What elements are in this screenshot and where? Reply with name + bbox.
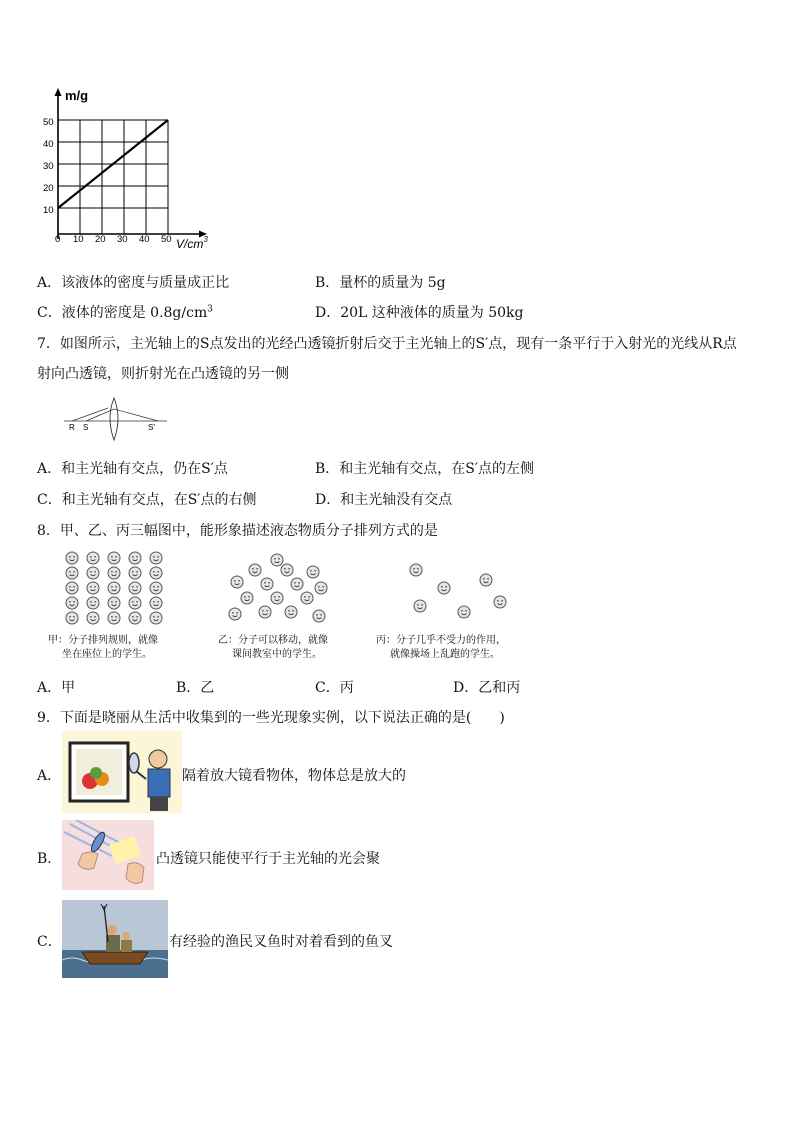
caption-liquid-line2: 课间教室中的学生。 bbox=[232, 649, 322, 660]
fisherman-head bbox=[107, 925, 117, 935]
q9-option-c-letter[interactable]: C． bbox=[37, 934, 62, 950]
fisherman2-body bbox=[121, 940, 132, 952]
molecule-dot bbox=[313, 610, 325, 622]
molecule-dot bbox=[249, 564, 261, 576]
q8-stem: 8．甲、乙、丙三幅图中，能形象描述液态物质分子排列方式的是 bbox=[37, 523, 438, 539]
q6-option-c-sup: 3 bbox=[207, 304, 213, 315]
boat bbox=[82, 952, 148, 964]
q9-option-c-text: 有经验的渔民叉鱼时对着看到的鱼叉 bbox=[169, 934, 393, 950]
y-tick-label: 20 bbox=[43, 183, 54, 194]
x-axis-label: $V/cm^3$ bbox=[176, 235, 208, 251]
q9-option-a-letter[interactable]: A． bbox=[37, 768, 62, 784]
molecule-dot bbox=[231, 576, 243, 588]
molecule-dot bbox=[66, 567, 78, 579]
caption-gas bbox=[376, 634, 506, 662]
q7-option-c[interactable]: C．和主光轴有交点，在S′点的右侧 bbox=[37, 492, 257, 508]
graph-grid bbox=[58, 120, 168, 234]
molecule-figure-gas bbox=[400, 558, 520, 628]
q8-option-c[interactable]: C．丙 bbox=[315, 680, 354, 696]
molecule-dot bbox=[150, 597, 162, 609]
y-tick-labels bbox=[43, 117, 54, 216]
molecule-dot bbox=[285, 606, 297, 618]
boy-body bbox=[148, 769, 170, 797]
q9-option-a-text: 隔着放大镜看物体，物体总是放大的 bbox=[182, 768, 406, 784]
fruit-green bbox=[90, 767, 102, 779]
boy-head bbox=[149, 750, 167, 768]
ray-refracted bbox=[114, 409, 158, 421]
caption-liquid-line1: 乙：分子可以移动，就像 bbox=[218, 635, 328, 646]
caption-solid bbox=[48, 634, 158, 662]
q8-option-a[interactable]: A．甲 bbox=[37, 680, 76, 696]
x-tick-labels bbox=[55, 234, 172, 245]
x-tick-label: 50 bbox=[161, 234, 172, 245]
fisherman2-head bbox=[122, 932, 130, 940]
q9-option-b-letter[interactable]: B． bbox=[37, 851, 62, 867]
molecule-dot bbox=[259, 606, 271, 618]
molecule-dot bbox=[66, 552, 78, 564]
molecule-dot bbox=[438, 582, 450, 594]
q7-option-b[interactable]: B．和主光轴有交点，在S′点的左侧 bbox=[315, 461, 535, 477]
boy-legs bbox=[150, 797, 168, 811]
x-tick-label: 20 bbox=[95, 234, 106, 245]
molecule-dot bbox=[129, 582, 141, 594]
molecule-dot bbox=[108, 582, 120, 594]
right-hand bbox=[126, 863, 144, 884]
label-r: R bbox=[69, 423, 75, 432]
molecule-dot bbox=[241, 592, 253, 604]
molecule-figure-liquid bbox=[225, 552, 345, 632]
molecule-dot bbox=[129, 597, 141, 609]
caption-gas-line1: 丙：分子几乎不受力的作用， bbox=[376, 635, 506, 646]
molecule-dot bbox=[108, 552, 120, 564]
molecule-dot bbox=[410, 564, 422, 576]
q9-option-b-text: 凸透镜只能使平行于主光轴的光会聚 bbox=[156, 851, 380, 867]
molecule-dot bbox=[480, 574, 492, 586]
caption-solid-line2: 坐在座位上的学生。 bbox=[62, 649, 152, 660]
q6-option-b[interactable]: B．量杯的质量为 5g bbox=[315, 275, 446, 291]
q6-option-a[interactable]: A．该液体的密度与质量成正比 bbox=[37, 275, 230, 291]
molecule-dot bbox=[229, 608, 241, 620]
q7-option-d[interactable]: D．和主光轴没有交点 bbox=[315, 492, 453, 508]
caption-solid-line1: 甲：分子排列规则，就像 bbox=[48, 635, 158, 646]
molecule-dot bbox=[108, 567, 120, 579]
molecule-dot bbox=[261, 578, 273, 590]
x-tick-label: 10 bbox=[73, 234, 84, 245]
y-tick-label: 40 bbox=[43, 139, 54, 150]
y-axis-arrow bbox=[55, 88, 62, 96]
q7-stem-line1: 7．如图所示，主光轴上的S点发出的光经凸透镜折射后交于主光轴上的S′点，现有一条平行于入射光的光线从R点 bbox=[37, 336, 737, 352]
molecule-dot bbox=[66, 582, 78, 594]
molecule-dot bbox=[271, 554, 283, 566]
caption-liquid bbox=[218, 634, 328, 662]
molecule-dot bbox=[414, 600, 426, 612]
y-tick-label: 50 bbox=[43, 117, 54, 128]
label-s-prime: S′ bbox=[148, 423, 155, 432]
molecule-dot bbox=[315, 582, 327, 594]
q7-option-a[interactable]: A．和主光轴有交点，仍在S′点 bbox=[37, 461, 228, 477]
molecule-dot bbox=[129, 552, 141, 564]
molecule-dot bbox=[108, 612, 120, 624]
molecule-dot bbox=[150, 552, 162, 564]
molecule-dot bbox=[271, 592, 283, 604]
molecule-dot bbox=[301, 592, 313, 604]
magnifier-lens bbox=[129, 753, 139, 773]
molecule-dot bbox=[281, 564, 293, 576]
magnifier-picture bbox=[62, 731, 182, 813]
q6-option-d[interactable]: D．20L 这种液体的质量为 50kg bbox=[315, 305, 524, 321]
caption-gas-line2: 就像操场上乱跑的学生。 bbox=[390, 649, 500, 660]
q8-option-b[interactable]: B．乙 bbox=[176, 680, 215, 696]
label-s: S bbox=[83, 423, 89, 432]
molecule-dot bbox=[129, 612, 141, 624]
molecule-dot bbox=[129, 567, 141, 579]
molecule-dot bbox=[87, 567, 99, 579]
q6-option-c-text: C．液体的密度是 0.8g/cm bbox=[37, 305, 208, 321]
lens-light-picture bbox=[62, 820, 154, 890]
molecule-dot bbox=[307, 566, 319, 578]
x-tick-label: 40 bbox=[139, 234, 150, 245]
molecule-dot bbox=[291, 578, 303, 590]
molecule-dot bbox=[66, 612, 78, 624]
molecule-dot bbox=[150, 582, 162, 594]
molecule-dot bbox=[494, 596, 506, 608]
q6-option-c[interactable] bbox=[37, 302, 213, 322]
convex-lens bbox=[110, 398, 118, 440]
q9-stem: 9．下面是晓丽从生活中收集到的一些光现象实例，以下说法正确的是( ) bbox=[37, 710, 505, 726]
molecule-dot bbox=[150, 567, 162, 579]
q7-stem-line2: 射向凸透镜，则折射光在凸透镜的另一侧 bbox=[37, 366, 289, 382]
convex-lens-diagram bbox=[62, 396, 172, 442]
molecule-dot bbox=[66, 597, 78, 609]
molecule-figure-solid bbox=[62, 548, 182, 628]
mass-volume-graph bbox=[35, 82, 225, 252]
molecule-dot bbox=[87, 612, 99, 624]
molecule-dot bbox=[87, 582, 99, 594]
molecule-dot bbox=[150, 612, 162, 624]
molecule-dot bbox=[108, 597, 120, 609]
fisherman-picture bbox=[62, 900, 168, 978]
molecule-dot bbox=[87, 597, 99, 609]
y-tick-label: 10 bbox=[43, 205, 54, 216]
q8-option-d[interactable]: D．乙和丙 bbox=[453, 680, 521, 696]
molecule-dot bbox=[87, 552, 99, 564]
x-tick-label: 0 bbox=[55, 234, 61, 245]
y-tick-label: 30 bbox=[43, 161, 54, 172]
y-axis-label: m/g bbox=[65, 88, 89, 103]
molecule-dot bbox=[458, 606, 470, 618]
x-tick-label: 30 bbox=[117, 234, 128, 245]
